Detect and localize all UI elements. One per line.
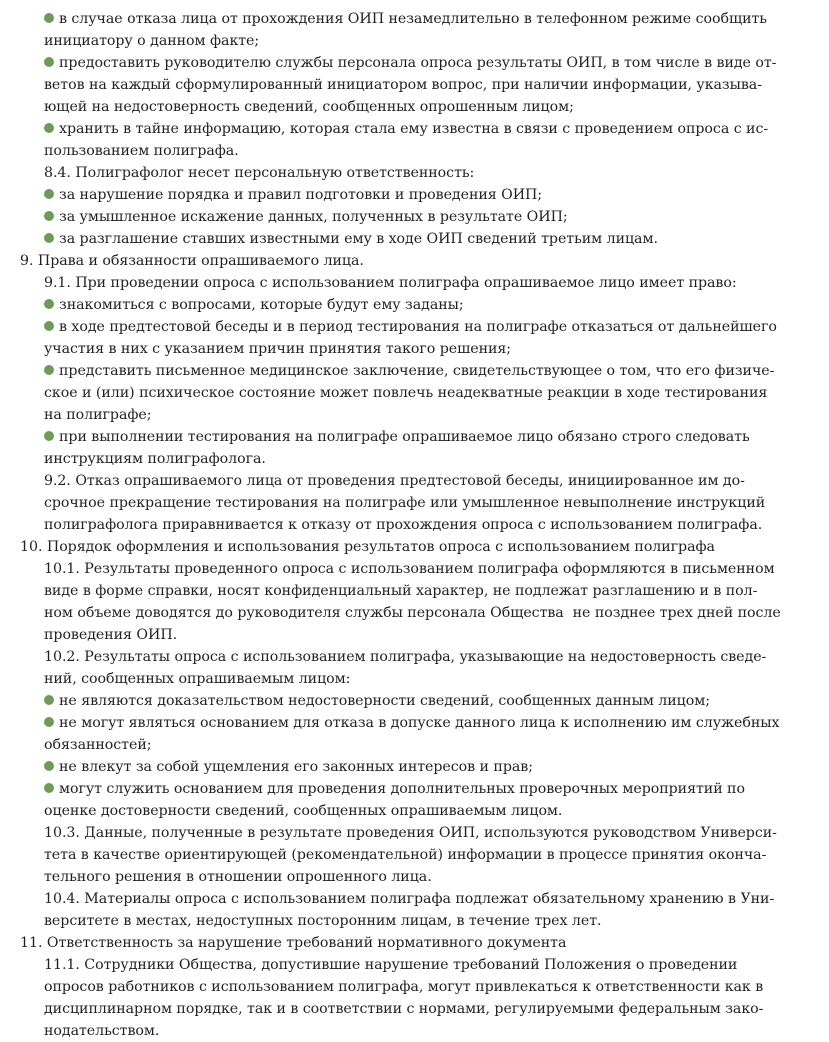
text-line (44, 976, 829, 998)
bullet-item (0, 712, 829, 756)
bullet-dot-icon (44, 189, 54, 199)
bullet-item (0, 184, 829, 206)
line-text: 10. Порядок оформления и использования результатов опроса с использованием полиграфа (20, 539, 715, 555)
line-text: при выполнении тестирования на полиграфе опрашиваемое лицо обязано строго следовать (59, 429, 750, 445)
bullet-dot-icon (44, 717, 54, 727)
text-line (44, 162, 829, 184)
paragraph (0, 822, 829, 888)
bullet-dot-icon (44, 783, 54, 793)
line-text: пользованием полиграфа. (44, 143, 239, 159)
text-line (44, 382, 829, 404)
text-line (44, 690, 829, 712)
text-line (20, 932, 829, 954)
text-line (20, 250, 829, 272)
line-text: дисциплинарном порядке, так и в соответствии с нормами, регулируемыми федеральным зако- (44, 1001, 764, 1017)
text-line (44, 492, 829, 514)
text-line (44, 712, 829, 734)
bullet-item (0, 690, 829, 712)
text-line (44, 910, 829, 932)
text-line (44, 206, 829, 228)
line-text: ном объеме доводятся до руководителя службы персонала Общества не позднее трех дней после (44, 605, 781, 621)
text-line (44, 800, 829, 822)
line-text: в случае отказа лица от прохождения ОИП незамедлительно в телефонном режиме сообщить (59, 11, 767, 27)
line-text: знакомиться с вопросами, которые будут ему заданы; (59, 297, 464, 313)
line-text: тета в качестве ориентирующей (рекомендательной) информации в процессе принятия оконча- (44, 847, 767, 863)
line-text: ний, сообщенных опрашиваемым лицом: (44, 671, 351, 687)
text-line (44, 602, 829, 624)
paragraph (0, 272, 829, 294)
line-text: верситете в местах, недоступных посторонним лицам, в течение трех лет. (44, 913, 602, 929)
bullet-dot-icon (44, 431, 54, 441)
text-line (44, 272, 829, 294)
bullet-item (0, 294, 829, 316)
document-body (0, 8, 829, 1042)
paragraph (0, 646, 829, 690)
text-line (44, 866, 829, 888)
bullet-item (0, 756, 829, 778)
text-line (44, 778, 829, 800)
paragraph (0, 470, 829, 536)
bullet-item (0, 360, 829, 426)
line-text: в ходе предтестовой беседы и в период тестирования на полиграфе отказаться от дальнейшего (59, 319, 777, 335)
text-line (44, 52, 829, 74)
text-line (44, 404, 829, 426)
line-text: не влекут за собой ущемления его законных интересов и прав; (59, 759, 533, 775)
line-text: 10.3. Данные, полученные в результате проведения ОИП, используются руководством Универси- (44, 825, 777, 841)
line-text: за умышленное искажение данных, полученных в результате ОИП; (59, 209, 568, 225)
text-line (44, 338, 829, 360)
section-heading (0, 250, 829, 272)
bullet-dot-icon (44, 57, 54, 67)
line-text: нодательством. (44, 1023, 160, 1039)
line-text: инициатору о данном факте; (44, 33, 260, 49)
line-text: ветов на каждый сформулированный инициатором вопрос, при наличии информации, указыва- (44, 77, 762, 93)
line-text: проведения ОИП. (44, 627, 178, 643)
text-line (44, 514, 829, 536)
line-text: 9.1. При проведении опроса с использованием полиграфа опрашиваемое лицо имеет право: (44, 275, 737, 291)
bullet-dot-icon (44, 123, 54, 133)
bullet-dot-icon (44, 321, 54, 331)
line-text: на полиграфе; (44, 407, 152, 423)
text-line (44, 822, 829, 844)
line-text: полиграфолога приравнивается к отказу от прохождения опроса с использованием полиграфа. (44, 517, 763, 533)
line-text: 10.4. Материалы опроса с использованием полиграфа подлежат обязательному хранению в Уни- (44, 891, 775, 907)
bullet-dot-icon (44, 365, 54, 375)
bullet-dot-icon (44, 13, 54, 23)
section-heading (0, 932, 829, 954)
line-text: за разглашение ставших известными ему в ходе ОИП сведений третьим лицам. (59, 231, 658, 247)
paragraph (0, 954, 829, 1042)
line-text: представить письменное медицинское заключение, свидетельствующее о том, что его физиче- (59, 363, 775, 379)
text-line (44, 448, 829, 470)
bullet-item (0, 118, 829, 162)
bullet-item (0, 778, 829, 822)
text-line (44, 624, 829, 646)
line-text: 9. Права и обязанности опрашиваемого лица. (20, 253, 364, 269)
line-text: 11.1. Сотрудники Общества, допустившие нарушение требований Положения о проведении (44, 957, 738, 973)
line-text: ющей на недостоверность сведений, сообщенных опрошенным лицом; (44, 99, 574, 115)
bullet-dot-icon (44, 695, 54, 705)
text-line (44, 888, 829, 910)
section-heading (0, 536, 829, 558)
text-line (44, 96, 829, 118)
text-line (44, 30, 829, 52)
text-line (44, 228, 829, 250)
text-line (44, 184, 829, 206)
line-text: 8.4. Полиграфолог несет персональную ответственность: (44, 165, 475, 181)
text-line (44, 558, 829, 580)
line-text: хранить в тайне информацию, которая стала ему известна в связи с проведением опроса с ис- (59, 121, 769, 137)
line-text: за нарушение порядка и правил подготовки и проведения ОИП; (59, 187, 543, 203)
text-line (44, 140, 829, 162)
paragraph (0, 558, 829, 646)
text-line (44, 316, 829, 338)
bullet-dot-icon (44, 299, 54, 309)
line-text: обязанностей; (44, 737, 152, 753)
line-text: 9.2. Отказ опрашиваемого лица от проведения предтестовой беседы, инициированное им до- (44, 473, 745, 489)
text-line (44, 118, 829, 140)
line-text: оценке достоверности сведений, сообщенных опрашиваемым лицом. (44, 803, 563, 819)
text-line (44, 8, 829, 30)
bullet-item (0, 52, 829, 118)
line-text: виде в форме справки, носят конфиденциальный характер, не подлежат разглашению и в пол- (44, 583, 758, 599)
text-line (44, 668, 829, 690)
line-text: 10.2. Результаты опроса с использованием полиграфа, указывающие на недостоверность сведе- (44, 649, 767, 665)
line-text: инструкциям полиграфолога. (44, 451, 266, 467)
bullet-item (0, 206, 829, 228)
line-text: предоставить руководителю службы персонала опроса результаты ОИП, в том числе в виде от- (59, 55, 777, 71)
text-line (20, 536, 829, 558)
text-line (44, 426, 829, 448)
bullet-dot-icon (44, 233, 54, 243)
bullet-dot-icon (44, 211, 54, 221)
paragraph (0, 888, 829, 932)
line-text: участия в них с указанием причин принятия такого решения; (44, 341, 512, 357)
text-line (44, 954, 829, 976)
bullet-item (0, 426, 829, 470)
text-line (44, 74, 829, 96)
line-text: не являются доказательством недостоверности сведений, сообщенных данным лицом; (59, 693, 710, 709)
text-line (44, 360, 829, 382)
text-line (44, 294, 829, 316)
line-text: 11. Ответственность за нарушение требований нормативного документа (20, 935, 567, 951)
text-line (44, 646, 829, 668)
bullet-item (0, 8, 829, 52)
text-line (44, 844, 829, 866)
text-line (44, 580, 829, 602)
line-text: 10.1. Результаты проведенного опроса с использованием полиграфа оформляются в письменном (44, 561, 775, 577)
line-text: не могут являться основанием для отказа в допуске данного лица к исполнению им служебных (59, 715, 780, 731)
line-text: опросов работников с использованием полиграфа, могут привлекаться к ответственности как в (44, 979, 764, 995)
text-line (44, 998, 829, 1020)
text-line (44, 470, 829, 492)
line-text: срочное прекращение тестирования на полиграфе или умышленное невыполнение инструкций (44, 495, 766, 511)
bullet-dot-icon (44, 761, 54, 771)
text-line (44, 1020, 829, 1042)
bullet-item (0, 316, 829, 360)
paragraph (0, 162, 829, 184)
line-text: могут служить основанием для проведения дополнительных проверочных мероприятий по (59, 781, 745, 797)
text-line (44, 734, 829, 756)
line-text: ское и (или) психическое состояние может повлечь неадекватные реакции в ходе тестирования (44, 385, 768, 401)
line-text: тельного решения в отношении опрошенного лица. (44, 869, 432, 885)
text-line (44, 756, 829, 778)
bullet-item (0, 228, 829, 250)
